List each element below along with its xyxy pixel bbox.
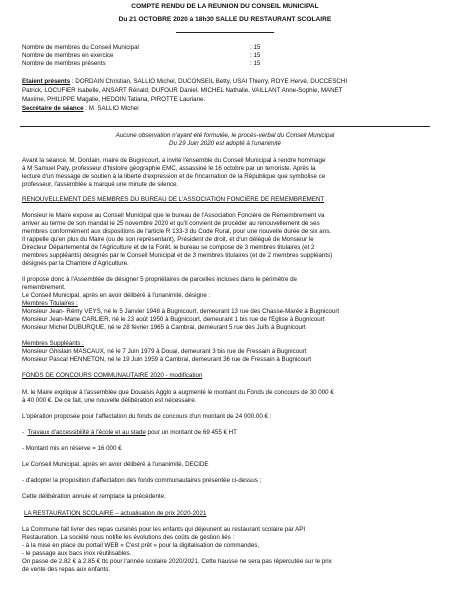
section2-p2: L'opération proposée pour l'affectation du fonds de concours d'un montant de 24 000.00 € : [22,413,272,420]
titulaires-label: Membres Titulaires : [22,300,78,307]
count-label-conseil: Nombre de membres du Conseil Municipal [22,44,139,51]
section1-p1-line-5: Directeur Départemental de l'Agriculture et de la Forêt, le bureau se compose de 3 membres titulaires (et 2 [22,244,315,251]
document-subtitle: Du 21 OCTOBRE 2020 à 18h30 SALLE DU RESTAURANT SCOLAIRE [118,16,332,23]
section3-heading: LA RESTAURATION SCOLAIRE – actualisation de prix 2020-2021 [24,510,207,517]
section2-heading: FONDS DE CONCOURS COMMUNAUTAIRE 2020 - modification [22,372,203,379]
present-label: Etaient présents [22,78,71,85]
section2-p4: Cette délibération annule et remplace la précédente. [22,493,166,500]
intro-line-3: lecture d'un message de soutien à la liberté d'expression et de l'incarnation de la République que symbolise ce [22,173,326,180]
secretary-value: : M. SALLIO Michel [83,105,139,112]
secretary-label: Secrétaire de séance [22,105,84,112]
present-line-1 [22,78,347,85]
section2-bullet-3: - d'adopter la proposition d'affectation des fonds communautaires présentée ci-dessus ; [22,477,262,484]
section3-line-3: - à la mise en place du portail WEB « C'est prêt » pour la digitalisation de commandes, [22,542,260,549]
observation-line-1: Aucune observation n'ayant été formulée, le procès-verbal du Conseil Municipal [115,132,335,139]
section1-p2-line-2: remembrement. [22,284,66,291]
section2-p3: Le Conseil Municipal, après en avoir délibéré à l'unanimité, DECIDE [22,461,209,468]
section2-bullet-1-rest: pour un montant de 69 455 € HT [145,429,237,436]
present-names-1: : DORDAIN Christian, SALLIO Michel, DUCONSEIL Betty, USAI Thierry, ROYE Hervé, DUCCESCHI [70,78,348,85]
section1-p2-line-3: Le Conseil Municipal, après en avoir délibéré à l'unanimité, désigne : [22,292,211,299]
suppleant-1: Monsieur Ghislain MASCAUX, né le 7 Juin 1979 à Douai, demeurant 3 bis rue de Fressain à Bugnicourt [22,348,307,355]
titulaire-1: Monsieur Jean- Rémy VEYS, né le 5 Janvier 1948 à Bugnicourt, demeurant 13 rue des Chasse-Marée à Bugnicourt [22,308,340,315]
section-divider [20,126,430,127]
titulaire-2: Monsieur Jean-Marie CARLIER, né le 23 août 1950 à Bugnicourt, demeurant 1 bis rue de l'Eglise à Bugnicourt [22,316,325,323]
count-value-exercice: : 15 [250,52,261,59]
intro-line-1: Avant la séance, M. Dordain, maire de Bugnicourt, a invité l'ensemble du Conseil Municipal à rendre hommage [22,157,326,164]
section1-p1-line-6: membres suppléants) désignés par le Conseil Municipal et de 3 membres titulaires (et de 2 membres suppléants) [22,252,333,259]
header-divider [176,32,274,33]
section2-bullet-2: - Montant mis en réserve = 16 000 € [22,445,122,452]
intro-line-4: professeur, l'assemblée a marqué une minute de silence. [22,181,179,188]
section2-p1-line-1: M. le Maire explique à l'assemblée que Douaisis Agglo a augmenté le montant du Fonds de concours de 30 000 € [22,389,334,396]
section2-bullet-1: - Travaux d'accessibilité à l'école et au stade pour un montant de 69 455 € HT [22,429,237,436]
count-label-presents: Nombre de membres présents [22,60,106,67]
section3-line-1: La Commune fait livrer des repas cuisinés pour les enfants qui déjeunent au restaurant scolaire par API [22,526,306,533]
count-value-conseil: : 15 [250,44,261,51]
section1-p1-line-3: membres conformément aux dispositions de l'article R 133-3 du Code Rural, pour une nouvelle durée de six ans. [22,228,332,235]
secretary-line [22,105,139,112]
section1-p1-line-7: désignés par la Chambre d'Agriculture. [22,260,129,267]
titulaire-3: Monsieur Michel DUBURQUE, né le 28 février 1965 à Cambrai, demeurant 5 rue des Juifs à Bugnicourt [22,324,306,331]
count-value-presents: : 15 [250,60,261,67]
section3-line-2: Restauration. La société nous notifie les évolutions des coûts de gestion liés : [22,534,235,541]
section2-bullet-1-link: Travaux d'accessibilité à l'école et au stade [27,429,146,436]
section1-p1-line-1: Monsieur le Maire expose au Conseil Municipal que le bureau de l'Association Foncière de Remembrement va [22,212,325,219]
document-title: COMPTE RENDU DE LA REUNION DU CONSEIL MUNICIPAL [131,3,319,10]
observation-line-2: Du 29 Juin 2020 est adopté à l'unanimité [169,140,281,147]
section1-p2-line-1: Il propose donc à l'Assemblée de désigner 5 propriétaires de parcelles incluses dans le périmètre de [22,276,297,283]
present-line-3: Maxime, PHILIPPE Magalie, HEDOIN Tatiana, PIROTTE Lauriane. [22,96,206,103]
section1-heading: RENOUVELLEMENT DES MEMBRES DU BUREAU DE L'ASSOCIATION FONCIERE DE REMEMBREMENT [22,196,325,203]
section1-p1-line-2: arriver au terme de son mandat le 25 novembre 2020 et qu'il convient de procéder au renouvellement de ses [22,220,320,227]
section3-line-4: - le passage aux bacs inox réutilisables. [22,550,132,557]
count-label-exercice: Nombre de membres en exercice [22,52,114,59]
section3-line-5: On passe de 2.82 € à 2.85 € ttc pour l'année scolaire 2020/2021. Cette hausse ne sera pas répercutée sur le prix [22,558,332,565]
suppleants-label: Membres Suppléants : [22,340,84,347]
section3-line-6: de vente des repas aux enfants. [22,566,111,573]
intro-line-2: à M Samuel Paty, professeur d'histoire géographie EMC, assassiné le 16 octobre par un terroriste. Après la [22,165,316,172]
section1-p1-line-4: Il rappelle qu'en plus du Maire (ou de son représentant), Président de droit, et d'un délégué de Monsieur le [22,236,314,243]
present-line-2: Patrick, LOCUFIER Isabelle, ANSART Rénald, DUFOUR Daniel, MICHEL Nathalie, VAILLANT Anne-Sophie, MANET [22,87,343,94]
section2-p1-line-2: à 40 000 €. De ce fait, une nouvelle délibération est nécessaire. [22,397,197,404]
suppleant-2: Monsieur Pascal HENNETON, né le 19 Juin 1959 à Cambrai, demeurant 36 rue de Fressain à Bugnicourt [22,356,312,363]
